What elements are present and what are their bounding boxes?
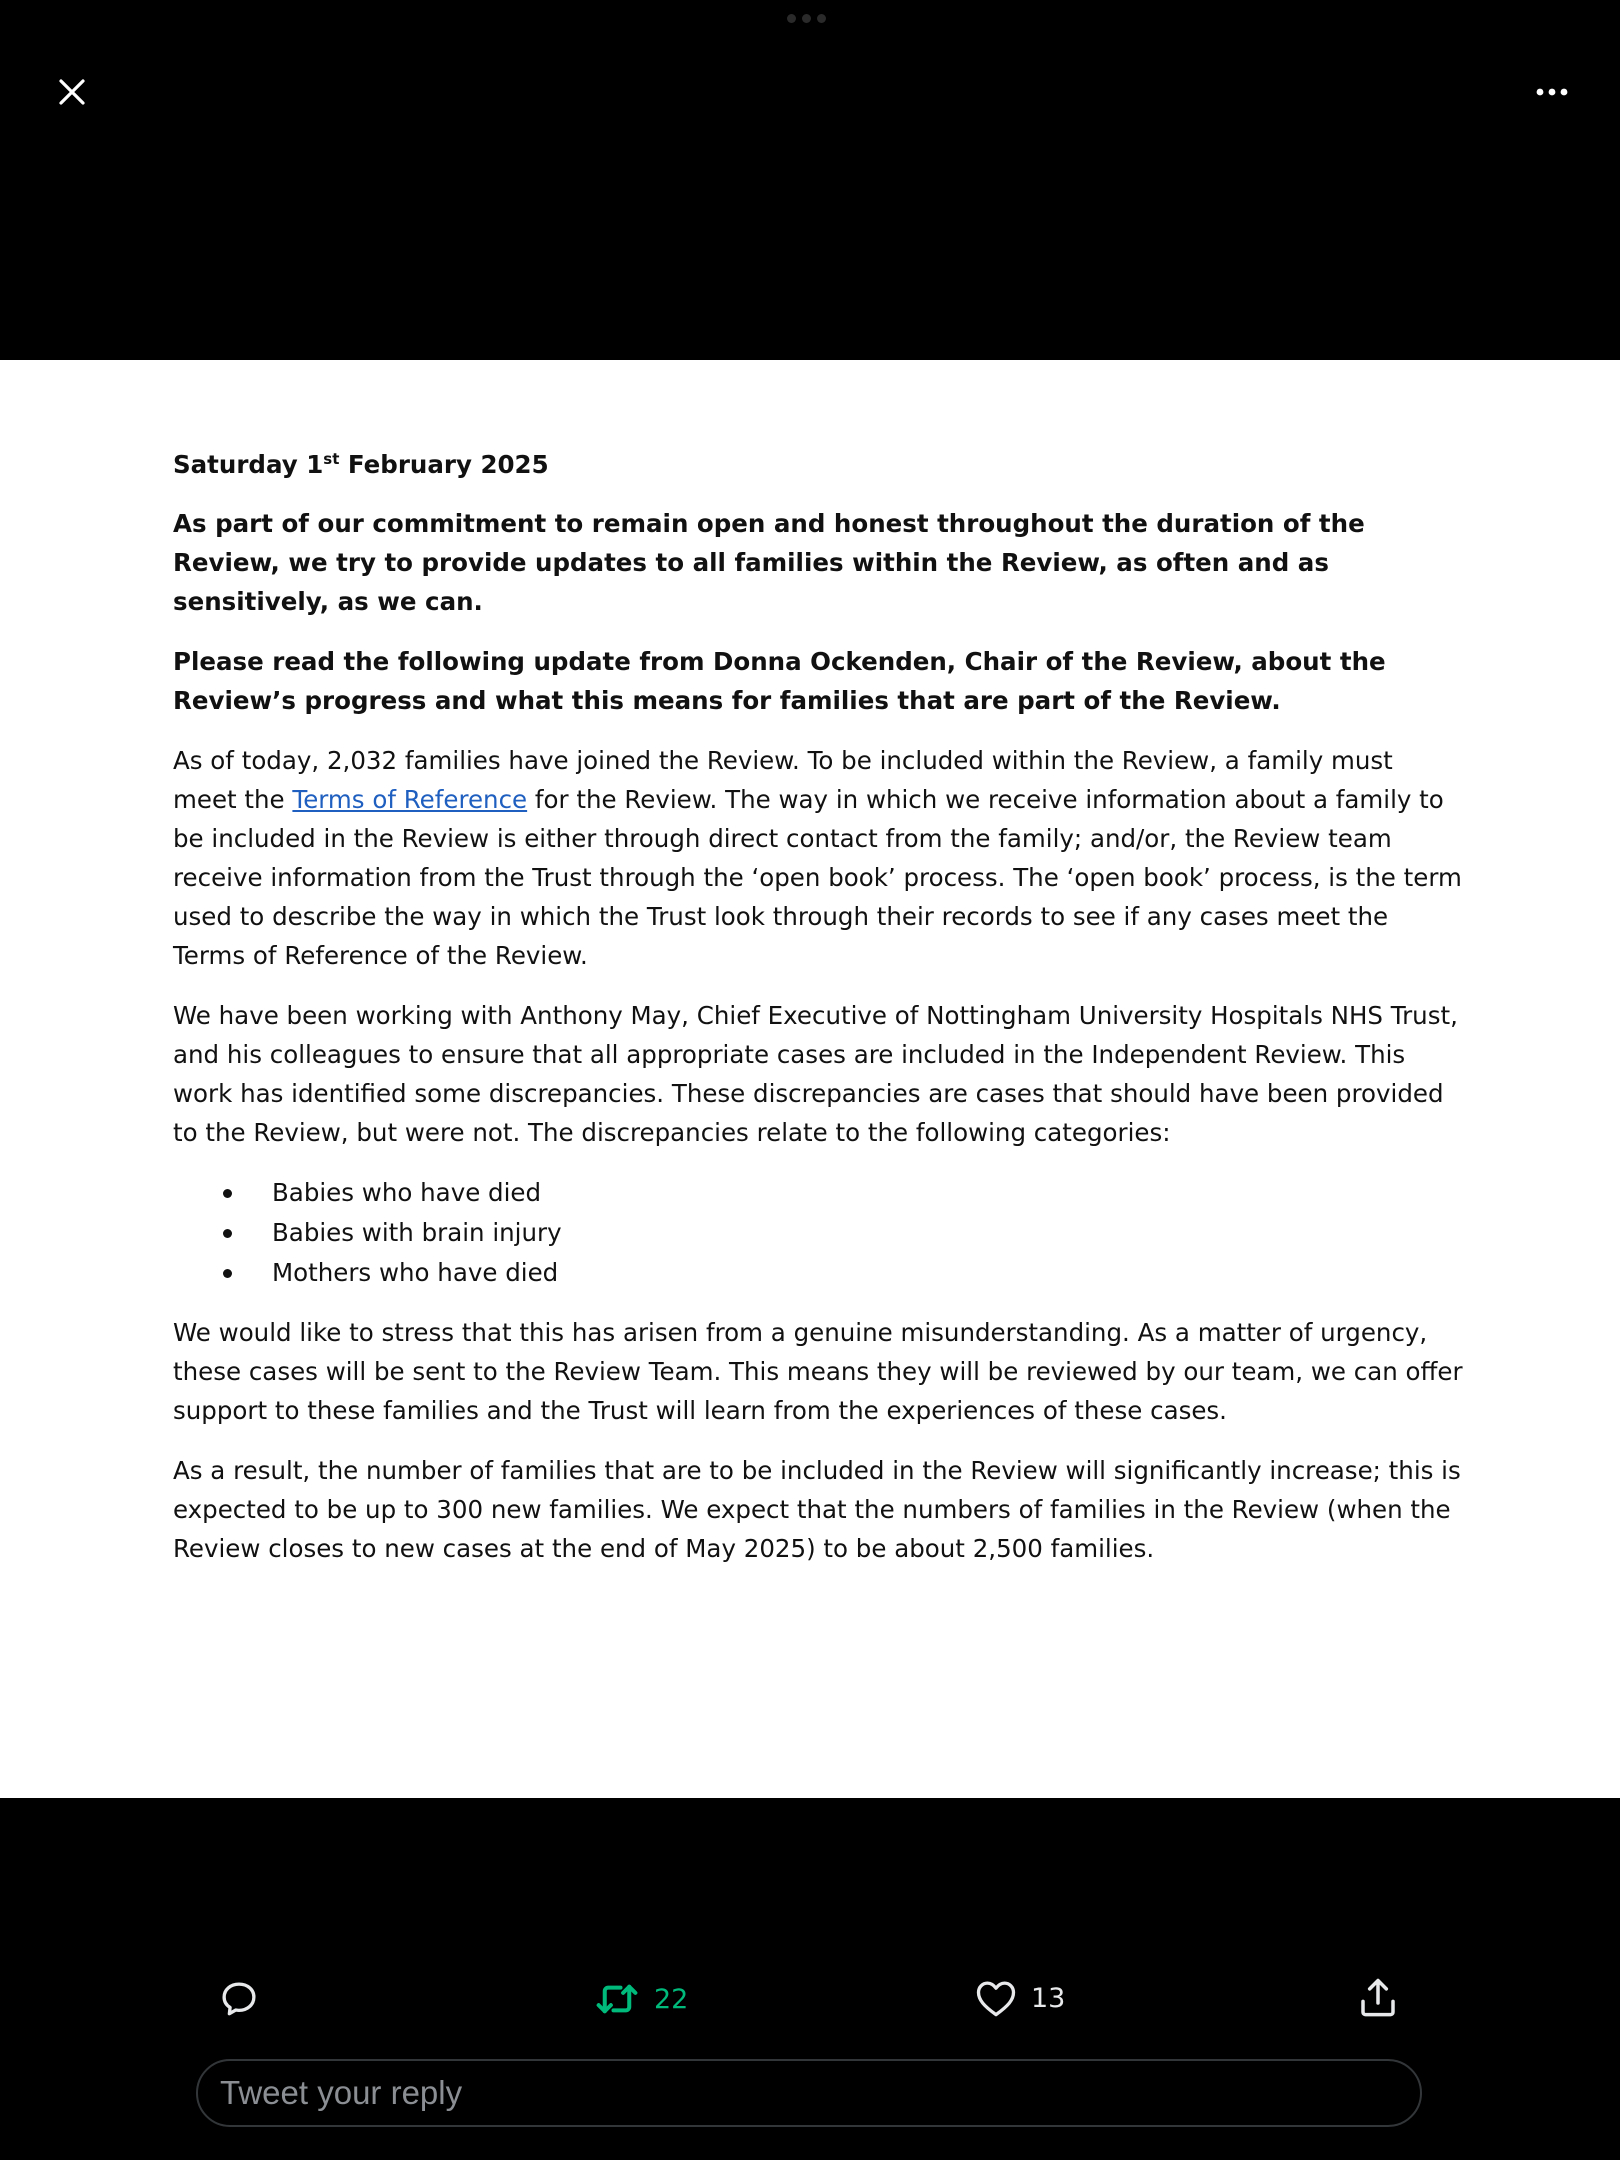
share-button[interactable] (1358, 1976, 1398, 2020)
retweet-button[interactable] (594, 1978, 688, 2020)
reply-button[interactable] (218, 1978, 260, 2020)
like-count: 13 (1031, 1982, 1066, 2014)
date-month-year: February 2025 (339, 450, 549, 479)
list-item-text: Babies who have died (272, 1178, 542, 1207)
list-item-text: Mothers who have died (272, 1258, 559, 1287)
list-item-text: Babies with brain injury (272, 1218, 562, 1247)
bullet-icon (223, 1269, 232, 1278)
paragraph-text: As of today, 2,032 families have joined the Review. To be included within the Review, a family must meet the (173, 746, 1393, 814)
grabber-dot (802, 14, 811, 23)
like-button[interactable] (975, 1978, 1065, 2018)
paragraph-families-joined (173, 741, 1463, 975)
retweet-icon (594, 1978, 640, 2020)
share-icon (1358, 1976, 1398, 2020)
document-body (173, 445, 1463, 1589)
grabber-dot (817, 14, 826, 23)
close-icon (57, 77, 87, 107)
terms-of-reference-link: Terms of Reference (292, 785, 528, 814)
categories-list (173, 1173, 1463, 1293)
list-item (173, 1213, 1463, 1253)
media-image-document (0, 360, 1620, 1798)
document-date (173, 445, 1463, 484)
paragraph-text: for the Review. The way in which we receive information about a family to be included in the Review is either through direct contact from the family; and/or, the Review team receive information from the Trust through the ‘open book’ process. The ‘open book’ process, is the term used to describe the way in which the Trust look through their records to see if any cases meet the Terms of Reference of the Review. (173, 785, 1462, 970)
retweet-count: 22 (654, 1983, 689, 2015)
grabber-dot (787, 14, 796, 23)
heart-icon (975, 1978, 1017, 2018)
list-item (173, 1253, 1463, 1293)
date-text: Saturday 1 (173, 450, 324, 479)
intro-paragraph-1: As part of our commitment to remain open and honest throughout the duration of the Review, we try to provide updates to all families within the Review, as often and as sensitively, as we can. (173, 509, 1365, 616)
reply-placeholder: Tweet your reply (220, 2074, 463, 2111)
intro-paragraph-2: Please read the following update from Donna Ockenden, Chair of the Review, about the Review’s progress and what this means for families that are part of the Review. (173, 647, 1386, 715)
reply-icon (218, 1978, 260, 2020)
paragraph-misunderstanding: We would like to stress that this has arisen from a genuine misunderstanding. As a matter of urgency, these cases will be sent to the Review Team. This means they will be reviewed by our team, we can offer support to these families and the Trust will learn from the experiences of these cases. (173, 1318, 1463, 1425)
tweet-action-bar (0, 1970, 1620, 2030)
paragraph-result: As a result, the number of families that are to be included in the Review will significantly increase; this is expected to be up to 300 new families. We expect that the numbers of families in the Review (when the Review closes to new cases at the end of May 2025) to be about 2,500 families. (173, 1456, 1461, 1563)
list-item (173, 1173, 1463, 1213)
more-options-button[interactable] (1528, 72, 1576, 112)
bullet-icon (223, 1189, 232, 1198)
close-button[interactable] (48, 68, 96, 116)
more-horizontal-icon (1535, 87, 1569, 97)
bullet-icon (223, 1229, 232, 1238)
grabber-handle[interactable] (787, 14, 826, 23)
date-ordinal: st (323, 449, 340, 468)
paragraph-discrepancies: We have been working with Anthony May, Chief Executive of Nottingham University Hospitals NHS Trust, and his colleagues to ensure that all appropriate cases are included in the Independent Review. This work has identified some discrepancies. These discrepancies are cases that should have been provided to the Review, but were not. The discrepancies relate to the following categories: (173, 1001, 1458, 1147)
reply-input[interactable] (196, 2059, 1422, 2127)
